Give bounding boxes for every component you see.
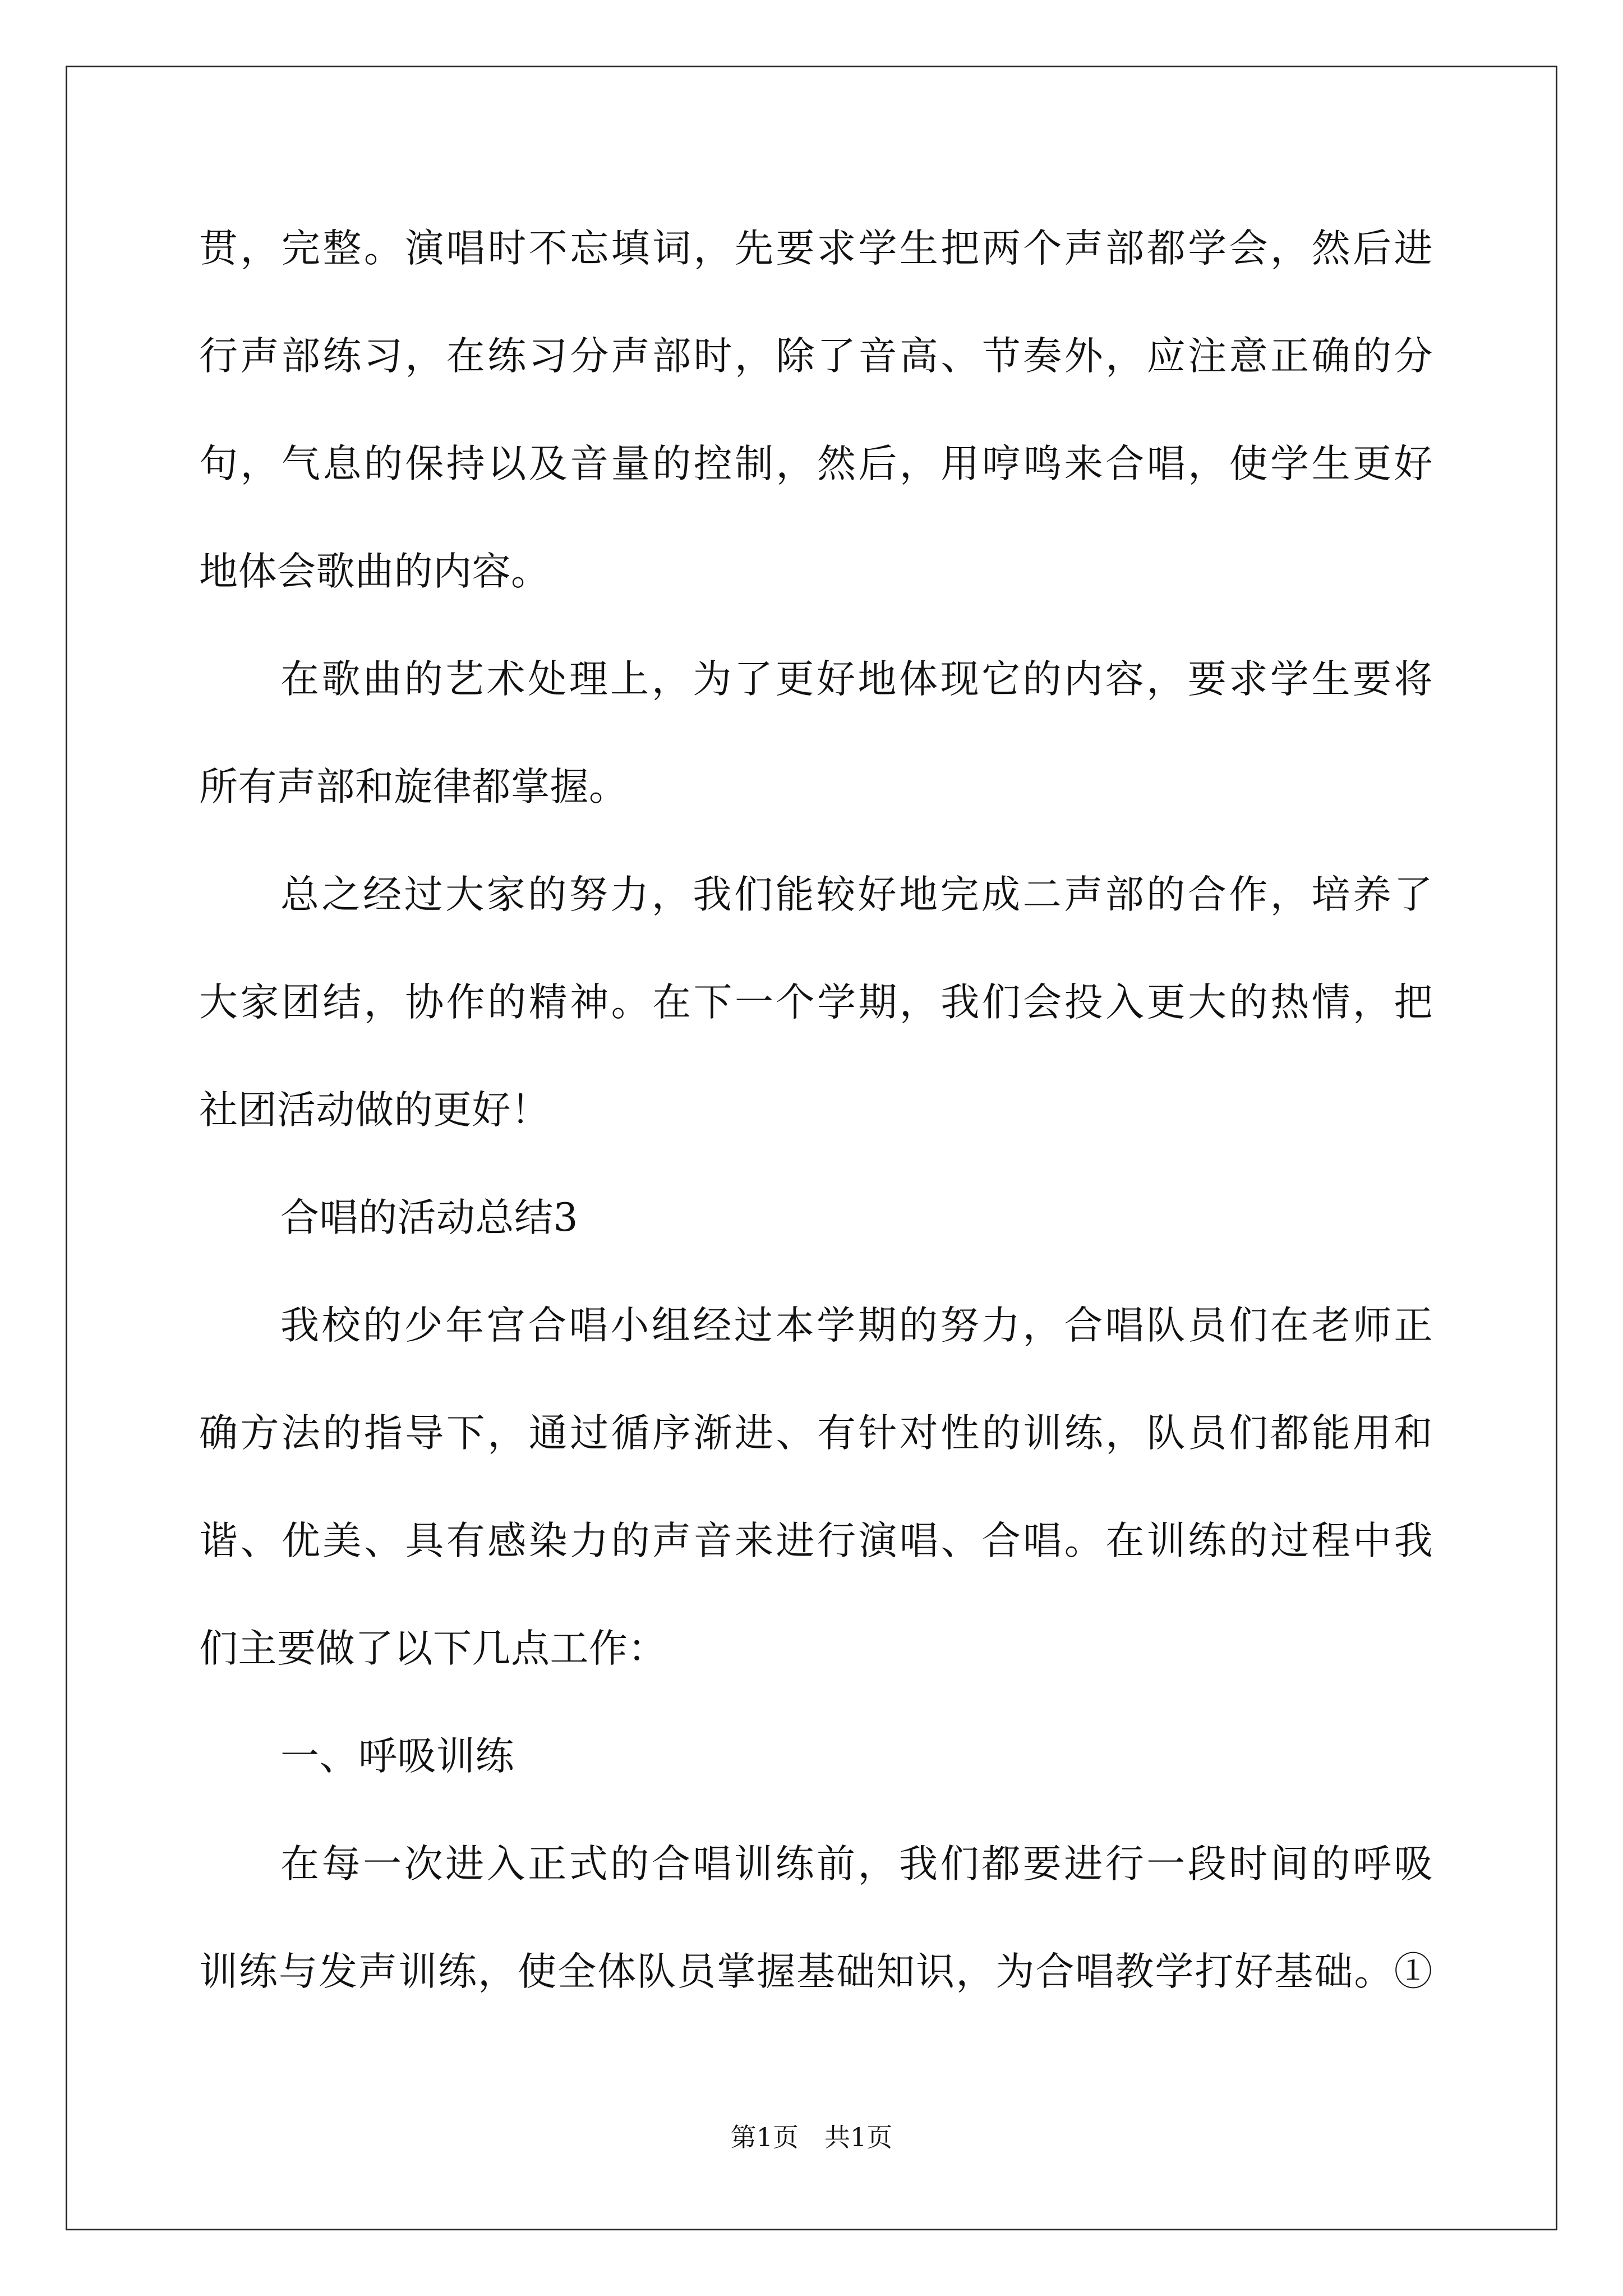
text-line-12: 确方法的指导下，通过循序渐进、有针对性的训练，队员们都能用和 [199, 1411, 1433, 1456]
text-line-8: 大家团结，协作的精神。在下一个学期，我们会投入更大的热情，把 [199, 980, 1433, 1025]
text-line-17: 训练与发声训练，使全体队员掌握基础知识，为合唱教学打好基础。① [199, 1949, 1433, 1994]
text-line-9: 社团活动做的更好！ [199, 1088, 550, 1133]
text-line-5: 在歌曲的艺术处理上，为了更好地体现它的内容，要求学生要将 [280, 657, 1433, 702]
text-line-2: 行声部练习，在练习分声部时，除了音高、节奏外，应注意正确的分 [199, 334, 1433, 379]
text-line-3: 句，气息的保持以及音量的控制，然后，用哼鸣来合唱，使学生更好 [199, 441, 1433, 486]
text-line-7: 总之经过大家的努力，我们能较好地完成二声部的合作，培养了 [280, 872, 1433, 917]
section-heading-summary-3: 合唱的活动总结3 [280, 1195, 578, 1240]
text-line-6: 所有声部和旋律都掌握。 [199, 765, 628, 809]
page-border [66, 66, 1557, 2230]
text-line-13: 谐、优美、具有感染力的声音来进行演唱、合唱。在训练的过程中我 [199, 1519, 1433, 1563]
page-footer: 第1页 共1页 [730, 2122, 893, 2152]
text-line-1: 贯，完整。演唱时不忘填词，先要求学生把两个声部都学会，然后进 [199, 226, 1433, 271]
text-line-4: 地体会歌曲的内容。 [199, 549, 550, 594]
text-line-14: 们主要做了以下几点工作： [199, 1626, 667, 1671]
text-line-11: 我校的少年宫合唱小组经过本学期的努力，合唱队员们在老师正 [280, 1303, 1433, 1348]
text-line-16: 在每一次进入正式的合唱训练前，我们都要进行一段时间的呼吸 [280, 1842, 1433, 1887]
section-heading-breathing: 一、呼吸训练 [280, 1734, 514, 1779]
